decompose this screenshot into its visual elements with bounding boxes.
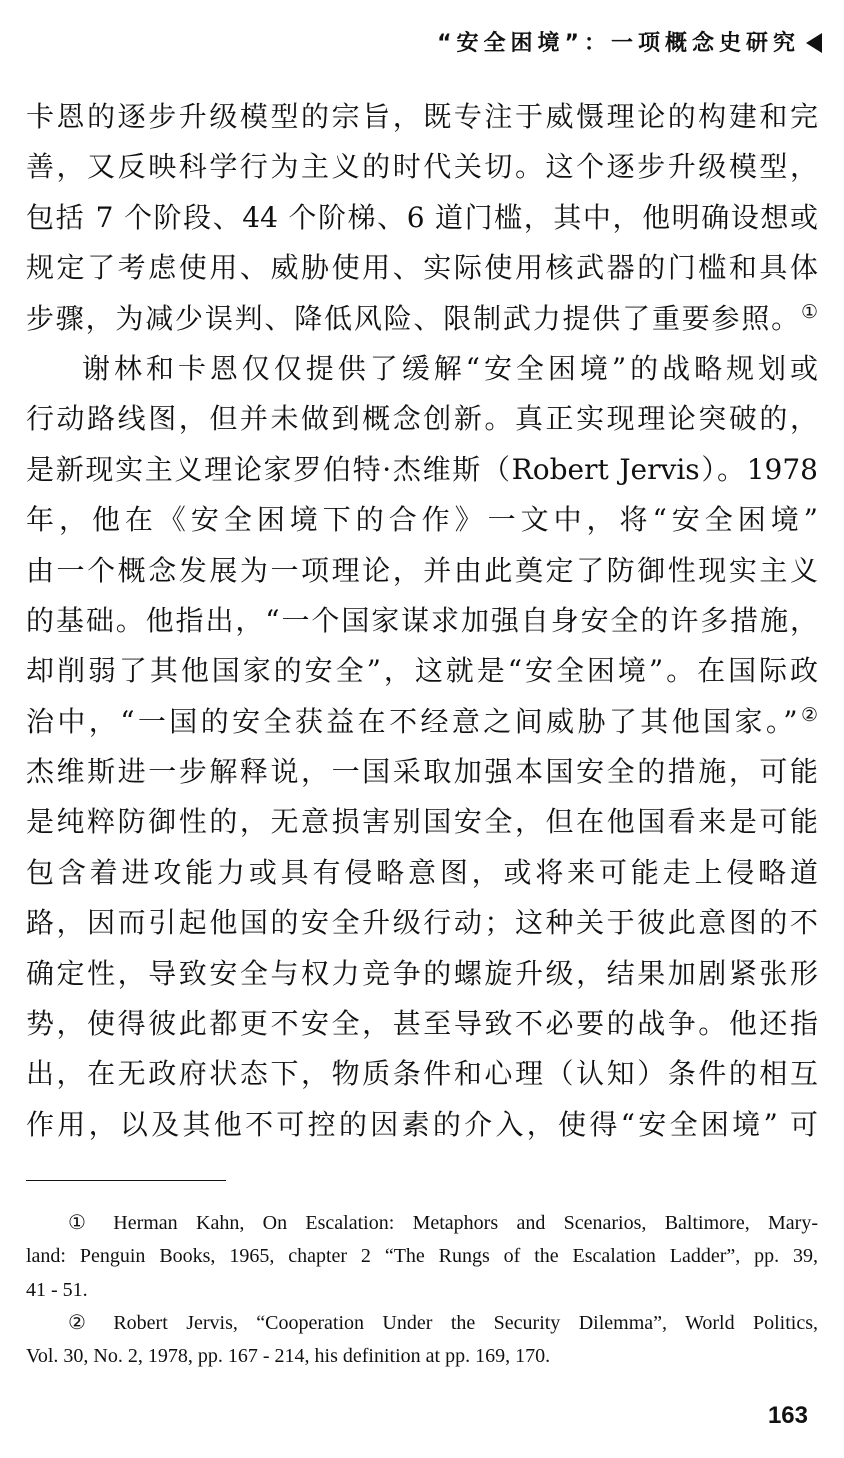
- text-line-content: 治中，“一国的安全获益在不经意之间威胁了其他国家。”: [26, 704, 798, 738]
- running-header: [437, 26, 822, 57]
- text-line: 包含着进攻能力或具有侵略意图，或将来可能走上侵略道: [26, 855, 818, 889]
- text-line: 是纯粹防御性的，无意损害别国安全，但在他国看来是可能: [26, 805, 818, 839]
- text-line: [26, 697, 818, 747]
- text-line: 却削弱了其他国家的安全”，这就是“安全困境”。在国际政: [26, 654, 818, 688]
- footnote-divider: [26, 1180, 226, 1181]
- text-line: 年，他在《安全困境下的合作》一文中，将“安全困境”: [26, 503, 818, 537]
- text-line: 的基础。他指出，“一个国家谋求加强自身安全的许多措施，: [26, 603, 818, 637]
- text-line: 包括 7 个阶段、44 个阶梯、6 道门槛，其中，他明确设想或: [26, 200, 818, 234]
- text-line: 卡恩的逐步升级模型的宗旨，既专注于威慑理论的构建和完: [26, 100, 818, 133]
- text-line: [26, 294, 818, 344]
- footnote-text: Robert Jervis, “Cooperation Under the Security Dilemma”, World Politics,: [113, 1311, 818, 1334]
- text-line-content: 步骤，为减少误判、降低风险、限制武力提供了重要参照。: [26, 301, 801, 335]
- footnote-line: Vol. 30, No. 2, 1978, pp. 167 - 214, his definition at pp. 169, 170.: [26, 1345, 551, 1368]
- footnote-line: 41 - 51.: [26, 1278, 88, 1301]
- paragraph-first-line: 谢林和卡恩仅仅提供了缓解“安全困境”的战略规划或: [82, 351, 818, 385]
- footnote-line: land: Penguin Books, 1965, chapter 2 “The Rungs of the Escalation Ladder”, pp. 39,: [26, 1245, 818, 1268]
- text-line: 路，因而引起他国的安全升级行动；这种关于彼此意图的不: [26, 906, 818, 940]
- footnotes: [26, 1207, 818, 1373]
- footnote-reference: ②: [797, 703, 818, 726]
- text-line: 势，使得彼此都更不安全，甚至导致不必要的战争。他还指: [26, 1007, 818, 1041]
- text-line: 规定了考虑使用、威胁使用、实际使用核武器的门槛和具体: [26, 251, 818, 285]
- text-line: 出，在无政府状态下，物质条件和心理（认知）条件的相互: [26, 1057, 818, 1091]
- body-text: [26, 92, 818, 1150]
- text-line: 行动路线图，但并未做到概念创新。真正实现理论突破的，: [26, 402, 818, 436]
- text-line: 作用，以及其他不可控的因素的介入，使得“安全困境” 可: [26, 1107, 818, 1141]
- left-triangle-icon: [806, 33, 822, 53]
- footnote-reference: ①: [800, 300, 818, 323]
- running-title: “安全困境”：一项概念史研究: [437, 31, 800, 56]
- footnote-mark: ②: [68, 1311, 100, 1334]
- page-number: 163: [767, 1402, 808, 1429]
- footnote-mark: ①: [68, 1212, 100, 1234]
- text-line: 由一个概念发展为一项理论，并由此奠定了防御性现实主义: [26, 553, 818, 587]
- footnote-2: [26, 1307, 818, 1340]
- footnote-text: Herman Kahn, On Escalation: Metaphors and Scenarios, Baltimore, Mary-: [113, 1212, 818, 1234]
- text-line: 是新现实主义理论家罗伯特·杰维斯（Robert Jervis）。1978: [26, 452, 818, 486]
- footnote-1: [26, 1207, 818, 1240]
- text-line: 杰维斯进一步解释说，一国采取加强本国安全的措施，可能: [26, 755, 818, 789]
- text-line: 确定性，导致安全与权力竞争的螺旋升级，结果加剧紧张形: [26, 956, 818, 990]
- text-line: 善，又反映科学行为主义的时代关切。这个逐步升级模型，: [26, 150, 818, 184]
